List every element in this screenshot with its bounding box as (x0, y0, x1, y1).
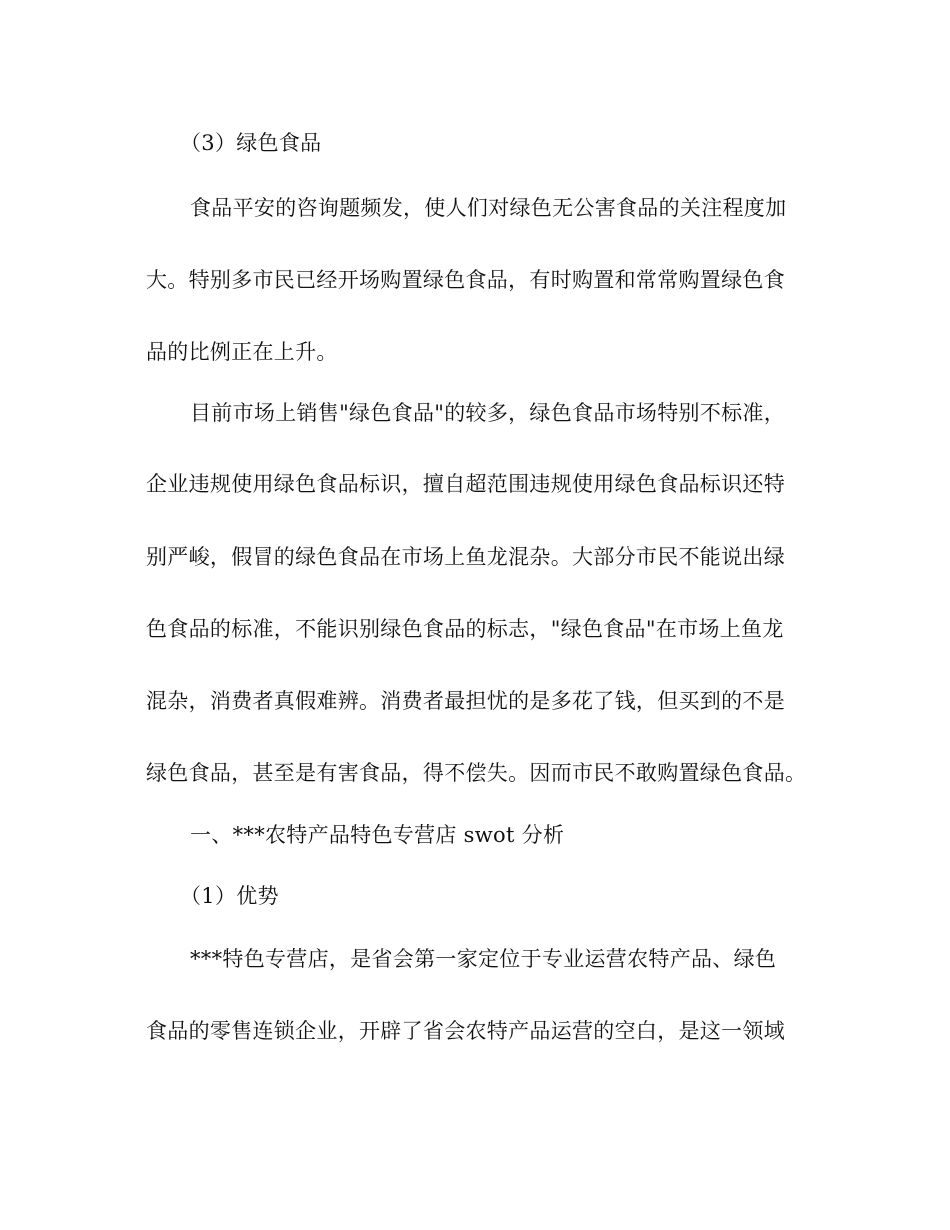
subheading-advantage: （1）优势 (180, 884, 279, 908)
paragraph-line: 目前市场上销售"绿色食品"的较多，绿色食品市场特别不标准， (190, 401, 786, 425)
paragraph-line: 食品的零售连锁企业，开辟了省会农特产品运营的空白，是这一领域 (146, 1019, 785, 1043)
paragraph-line: 别严峻，假冒的绿色食品在市场上鱼龙混杂。大部分市民不能说出绿 (146, 545, 785, 569)
paragraph-line: 色食品的标准，不能识别绿色食品的标志，"绿色食品"在市场上鱼龙 (146, 617, 784, 641)
paragraph-line: 食品平安的咨询题频发，使人们对绿色无公害食品的关注程度加 (190, 196, 787, 220)
section-heading-swot: 一、***农特产品特色专营店 swot 分析 (190, 823, 565, 847)
paragraph-line: 大。特别多市民已经开场购置绿色食品，有时购置和常常购置绿色食 (146, 268, 785, 292)
paragraph-line: 绿色食品，甚至是有害食品，得不偿失。因而市民不敢购置绿色食品。 (146, 761, 807, 785)
paragraph-line: ***特色专营店，是省会第一家定位于专业运营农特产品、绿色 (190, 947, 777, 971)
paragraph-line: 企业违规使用绿色食品标识，擅自超范围违规使用绿色食品标识还特 (146, 472, 785, 496)
paragraph-line: 品的比例正在上升。 (146, 340, 338, 364)
paragraph-line: 混杂，消费者真假难辨。消费者最担忧的是多花了钱，但买到的不是 (146, 689, 785, 713)
subheading-green-food: （3）绿色食品 (180, 131, 322, 155)
